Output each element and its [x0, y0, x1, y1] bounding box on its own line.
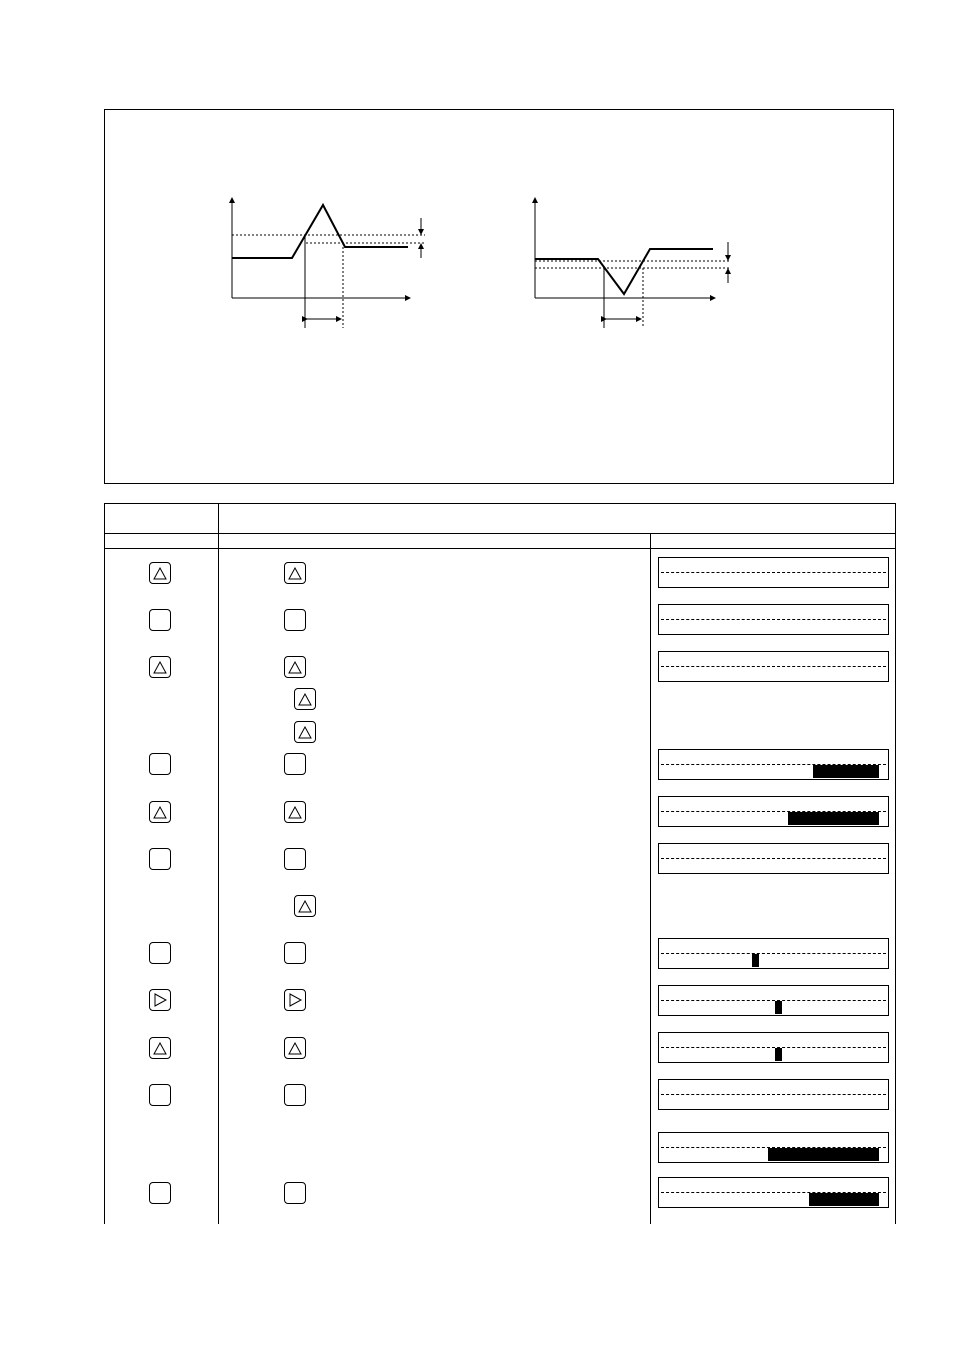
- triangle-up-icon: [288, 661, 302, 674]
- blank-key[interactable]: [149, 1182, 171, 1204]
- blank-key[interactable]: [284, 942, 306, 964]
- table-left-border: [104, 503, 105, 1224]
- table-top-border: [104, 503, 896, 504]
- lcd-display-7: [658, 938, 889, 969]
- right-key[interactable]: [284, 989, 306, 1011]
- up-key[interactable]: [284, 656, 306, 678]
- up-key[interactable]: [284, 1037, 306, 1059]
- triangle-up-icon: [153, 1042, 167, 1055]
- lcd-display-8: [658, 985, 889, 1016]
- table-subheader-divider: [104, 548, 896, 549]
- up-key[interactable]: [294, 895, 316, 917]
- triangle-up-icon: [288, 1042, 302, 1055]
- right-key[interactable]: [149, 989, 171, 1011]
- lcd-bar: [775, 1001, 782, 1014]
- lcd-display-2: [658, 604, 889, 635]
- dip-curve: [535, 249, 713, 294]
- lcd-bar: [775, 1048, 782, 1061]
- blank-key[interactable]: [284, 848, 306, 870]
- blank-key[interactable]: [284, 1084, 306, 1106]
- peak-diagram: [232, 198, 425, 328]
- lcd-bar: [813, 765, 879, 778]
- lcd-display-9: [658, 1032, 889, 1063]
- up-key[interactable]: [294, 688, 316, 710]
- triangle-up-icon: [288, 806, 302, 819]
- up-key[interactable]: [149, 562, 171, 584]
- up-key[interactable]: [284, 801, 306, 823]
- blank-key[interactable]: [284, 753, 306, 775]
- lcd-display-1: [658, 557, 889, 588]
- lcd-bar: [752, 954, 759, 967]
- response-diagrams: [0, 0, 954, 490]
- table-display-column-divider: [650, 534, 651, 1224]
- up-key[interactable]: [294, 721, 316, 743]
- triangle-up-icon: [298, 900, 312, 913]
- up-key[interactable]: [149, 801, 171, 823]
- blank-key[interactable]: [149, 1084, 171, 1106]
- table-right-border: [895, 503, 896, 1224]
- triangle-right-icon: [154, 993, 167, 1007]
- lcd-bar: [809, 1193, 879, 1206]
- blank-key[interactable]: [149, 753, 171, 775]
- lcd-display-5: [658, 796, 889, 827]
- triangle-up-icon: [288, 567, 302, 580]
- triangle-up-icon: [298, 726, 312, 739]
- triangle-up-icon: [153, 661, 167, 674]
- dip-diagram: [535, 198, 730, 328]
- blank-key[interactable]: [284, 1182, 306, 1204]
- lcd-bar: [788, 812, 879, 825]
- table-key-column-divider: [218, 503, 219, 1224]
- lcd-bar: [768, 1148, 879, 1161]
- blank-key[interactable]: [284, 609, 306, 631]
- table-header-divider: [104, 533, 896, 534]
- blank-key[interactable]: [149, 942, 171, 964]
- up-key[interactable]: [149, 656, 171, 678]
- blank-key[interactable]: [149, 609, 171, 631]
- triangle-right-icon: [289, 993, 302, 1007]
- lcd-display-6: [658, 843, 889, 874]
- triangle-up-icon: [153, 806, 167, 819]
- triangle-up-icon: [153, 567, 167, 580]
- up-key[interactable]: [149, 1037, 171, 1059]
- up-key[interactable]: [284, 562, 306, 584]
- triangle-up-icon: [298, 693, 312, 706]
- lcd-display-3: [658, 651, 889, 682]
- blank-key[interactable]: [149, 848, 171, 870]
- lcd-display-11: [658, 1132, 889, 1163]
- lcd-display-4: [658, 749, 889, 780]
- lcd-display-10: [658, 1079, 889, 1110]
- peak-curve: [232, 205, 408, 258]
- lcd-display-12: [658, 1177, 889, 1208]
